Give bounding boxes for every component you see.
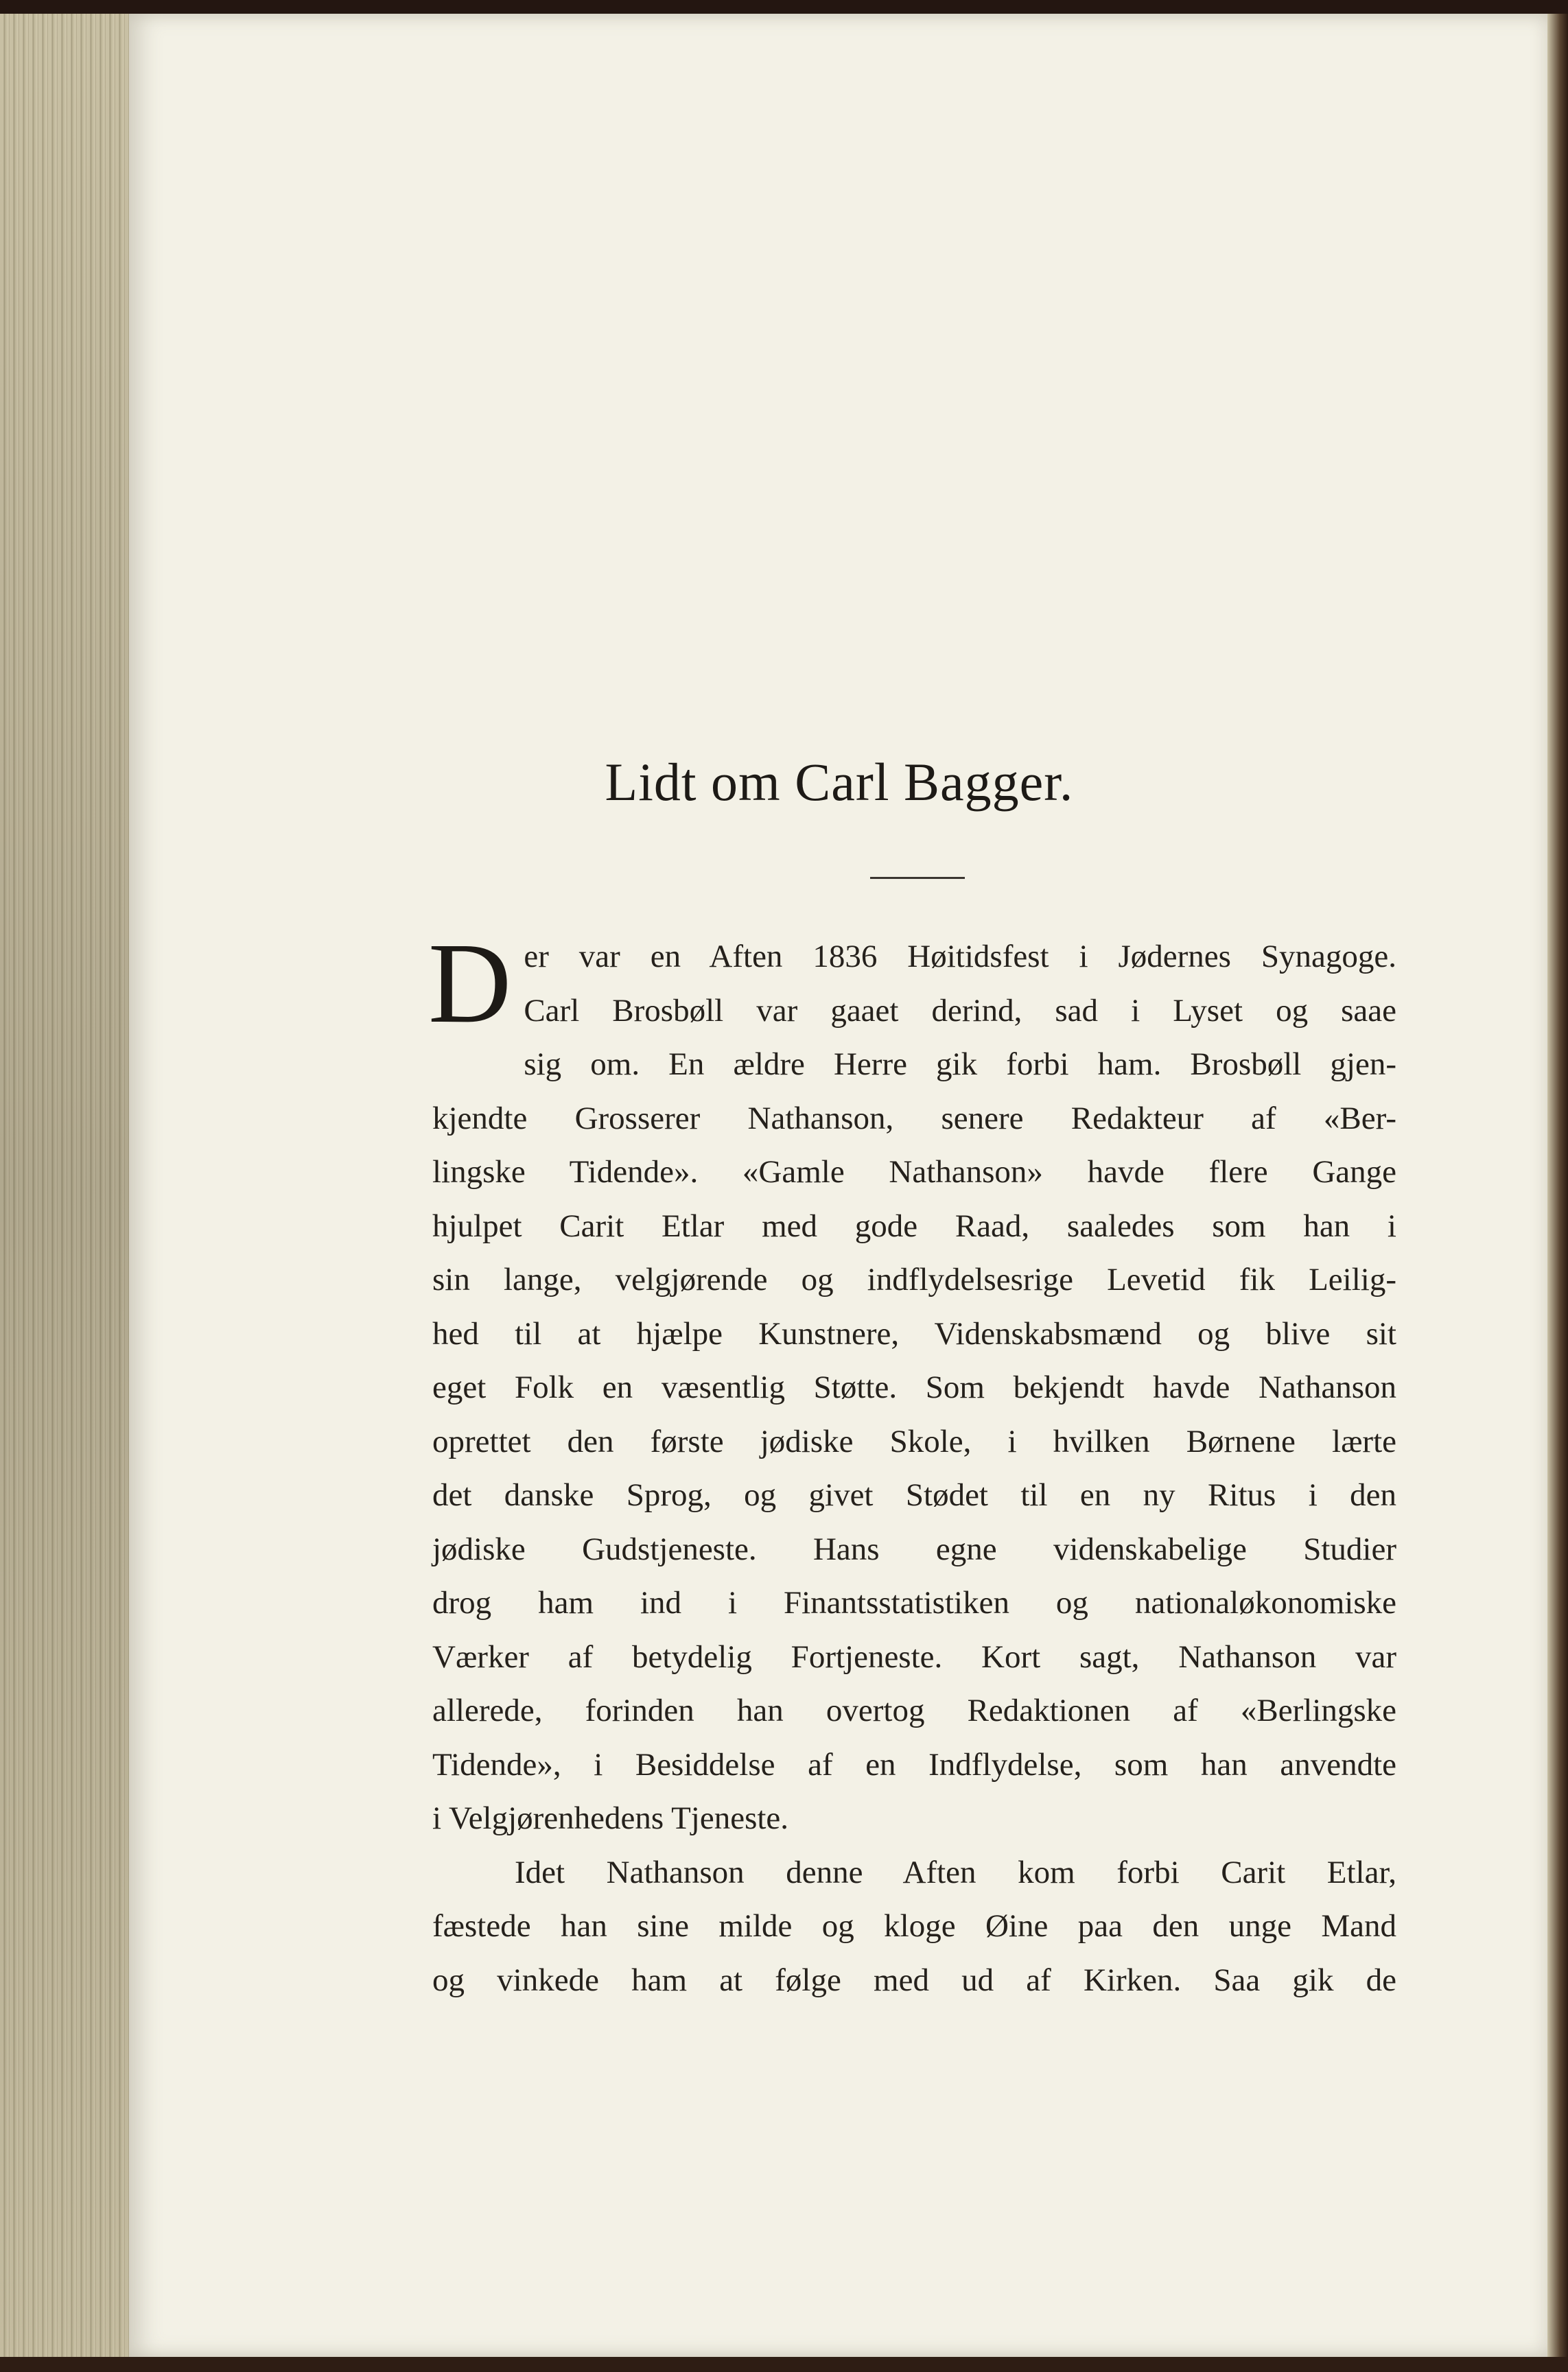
text-line: i Velgjørenhedens Tjeneste.	[432, 1800, 789, 1836]
text-line: eget Folk en væsentlig Støtte. Som bekjendt havde Nathanson	[432, 1370, 1396, 1405]
text-line: lingske Tidende». «Gamle Nathanson» havde flere Gange	[432, 1154, 1396, 1190]
text-line: Idet Nathanson denne Aften kom forbi Carit Etlar,	[515, 1854, 1396, 1890]
text-line: oprettet den første jødiske Skole, i hvilken Børnene lærte	[432, 1423, 1396, 1459]
text-line: Carl Brosbøll var gaaet derind, sad i Lyset og saae	[524, 992, 1396, 1029]
text-line: Tidende», i Besiddelse af en Indflydelse, som han anvendte	[432, 1746, 1396, 1783]
scan-top-edge	[0, 0, 1568, 15]
text-line: er var en Aften 1836 Høitidsfest i Jødernes Synagoge.	[524, 939, 1396, 974]
paragraph-2	[432, 1846, 1396, 2008]
paragraph-1	[428, 919, 1396, 1846]
text-line: jødiske Gudstjeneste. Hans egne videnskabelige Studier	[432, 1531, 1396, 1567]
body-text	[428, 919, 1396, 2007]
drop-cap: D	[428, 919, 512, 1047]
text-line: allerede, forinden han overtog Redaktionen af «Berlingske	[432, 1693, 1396, 1728]
scan-bottom-edge	[0, 2357, 1568, 2372]
book-page-edges	[0, 14, 130, 2360]
text-line: hed til at hjælpe Kunstnere, Videnskabsmænd og blive sit	[432, 1315, 1396, 1352]
text-line: Værker af betydelig Fortjeneste. Kort sagt, Nathanson var	[432, 1639, 1396, 1675]
text-line: sig om. En ældre Herre gik forbi ham. Brosbøll gjen-	[524, 1046, 1396, 1082]
text-line: drog ham ind i Finantsstatistiken og nationaløkonomiske	[432, 1585, 1396, 1621]
text-line: sin lange, velgjørende og indflydelsesrige Levetid fik Leilig-	[432, 1262, 1396, 1297]
text-line: det danske Sprog, og givet Stødet til en ny Ritus i den	[432, 1477, 1396, 1513]
book-spine-shadow	[1547, 14, 1568, 2360]
text-line: og vinkede ham at følge med ud af Kirken. Saa gik de	[432, 1962, 1396, 1998]
text-line: hjulpet Carit Etlar med gode Raad, saaledes som han i	[432, 1208, 1396, 1244]
text-line: fæstede han sine milde og kloge Øine paa den unge Mand	[432, 1908, 1396, 1944]
title-divider	[870, 877, 965, 879]
chapter-title: Lidt om Carl Bagger.	[605, 752, 1074, 812]
text-line: kjendte Grosserer Nathanson, senere Redakteur af «Ber-	[432, 1100, 1396, 1136]
